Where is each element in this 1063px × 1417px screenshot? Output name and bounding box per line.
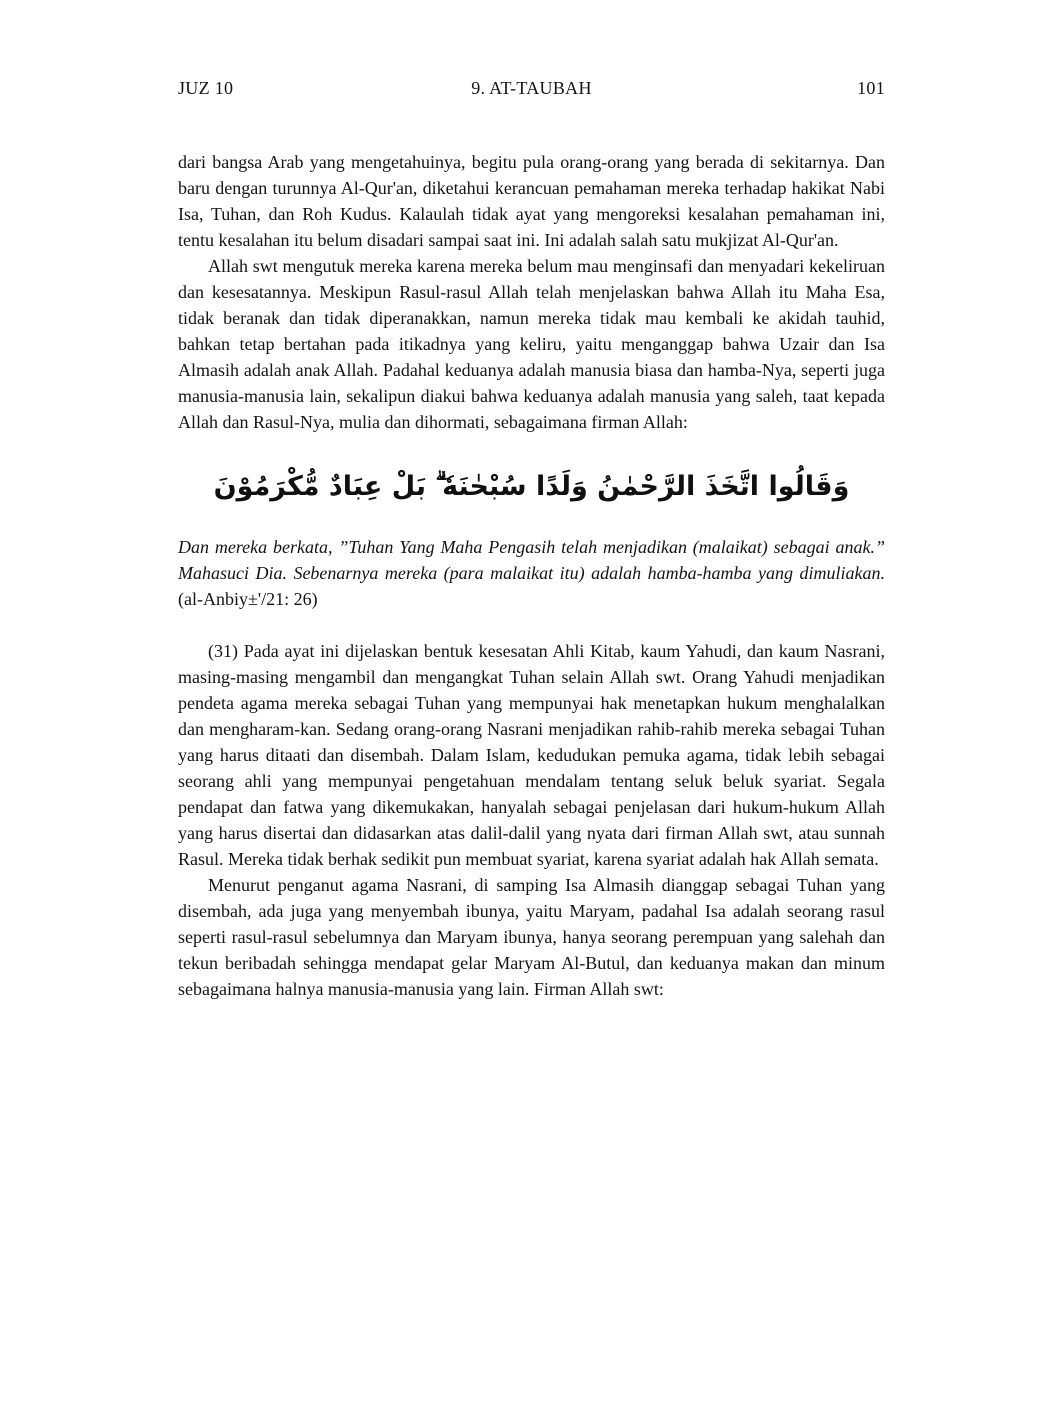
surah-title: 9. AT-TAUBAH xyxy=(471,78,592,98)
verse-translation xyxy=(178,534,885,612)
page-number: 101 xyxy=(857,78,885,98)
paragraph-ayat-31: (31) Pada ayat ini dijelaskan bentuk kesesatan Ahli Kitab, kaum Yahudi, dan kaum Nasrani, masing-masing mengambil dan mengangkat Tuhan selain Allah swt. Orang Yahudi menjadikan pendeta agama mereka sebagai Tuhan yang mempunyai hak menetapkan hukum menghalalkan dan mengharam-kan. Sedang orang-orang Nasrani menjadikan rahib-rahib mereka sebagai Tuhan yang harus ditaati dan disembah. Dalam Islam, kedudukan pemuka agama, tidak lebih sebagai seorang ahli yang mempunyai pengetahuan mendalam tentang seluk beluk syariat. Segala pendapat dan fatwa yang dikemukakan, hanyalah sebagai penjelasan dari hukum-hukum Allah yang harus disertai dan didasarkan atas dalil-dalil yang nyata dari firman Allah swt, atau sunnah Rasul. Mereka tidak berhak sedikit pun membuat syariat, karena syariat adalah hak Allah semata. xyxy=(178,641,885,870)
page-header xyxy=(178,78,885,99)
translation-text: Dan mereka berkata, ”Tuhan Yang Maha Pengasih telah menjadikan (malaikat) sebagai anak.” Mahasuci Dia. Sebenarnya mereka (para malaikat itu) adalah hamba-hamba yang dimuliakan. xyxy=(178,537,885,584)
arabic-verse: وَقَالُوا اتَّخَذَ الرَّحْمٰنُ وَلَدًا سُبْحٰنَهٗ ۗ بَلْ عِبَادٌ مُّكْرَمُوْنَ xyxy=(213,471,850,502)
juz-label: JUZ 10 xyxy=(178,78,234,98)
page-body xyxy=(178,149,885,1002)
paragraph-continuation: dari bangsa Arab yang mengetahuinya, begitu pula orang-orang yang berada di sekitarnya. Dan baru dengan turunnya Al-Qur'an, diketahui kerancuan pemahaman mereka terhadap hakikat Nabi Isa, Tuhan, dan Roh Kudus. Kalaulah tidak ayat yang mengoreksi kesalahan pemahaman ini, tentu kesalahan itu belum disadari sampai saat ini. Ini adalah salah satu mukjizat Al-Qur'an. xyxy=(178,152,885,250)
paragraph-commentary: Allah swt mengutuk mereka karena mereka belum mau menginsafi dan menyadari kekeliruan dan kesesatannya. Meskipun Rasul-rasul Allah telah menjelaskan bahwa Allah itu Maha Esa, tidak beranak dan tidak diperanakkan, namun mereka tidak mau kembali ke akidah tauhid, bahkan tetap bertahan pada itikadnya yang keliru, yaitu menganggap bahwa Uzair dan Isa Almasih adalah anak Allah. Padahal keduanya adalah manusia biasa dan hamba-Nya, seperti juga manusia-manusia lain, sekalipun diakui bahwa keduanya adalah manusia yang saleh, taat kepada Allah dan Rasul-Nya, mulia dan dihormati, sebagaimana firman Allah: xyxy=(178,256,885,432)
paragraph-nasrani: Menurut penganut agama Nasrani, di samping Isa Almasih dianggap sebagai Tuhan yang disembah, ada juga yang menyembah ibunya, yaitu Maryam, padahal Isa adalah seorang rasul seperti rasul-rasul sebelumnya dan Maryam ibunya, hanya seorang perempuan yang salehah dan tekun beribadah sehingga mendapat gelar Maryam Al-Butul, dan keduanya makan dan minum sebagaimana halnya manusia-manusia yang lain. Firman Allah swt: xyxy=(178,875,885,1000)
verse-reference: (al-Anbiy±'/21: 26) xyxy=(178,589,318,610)
